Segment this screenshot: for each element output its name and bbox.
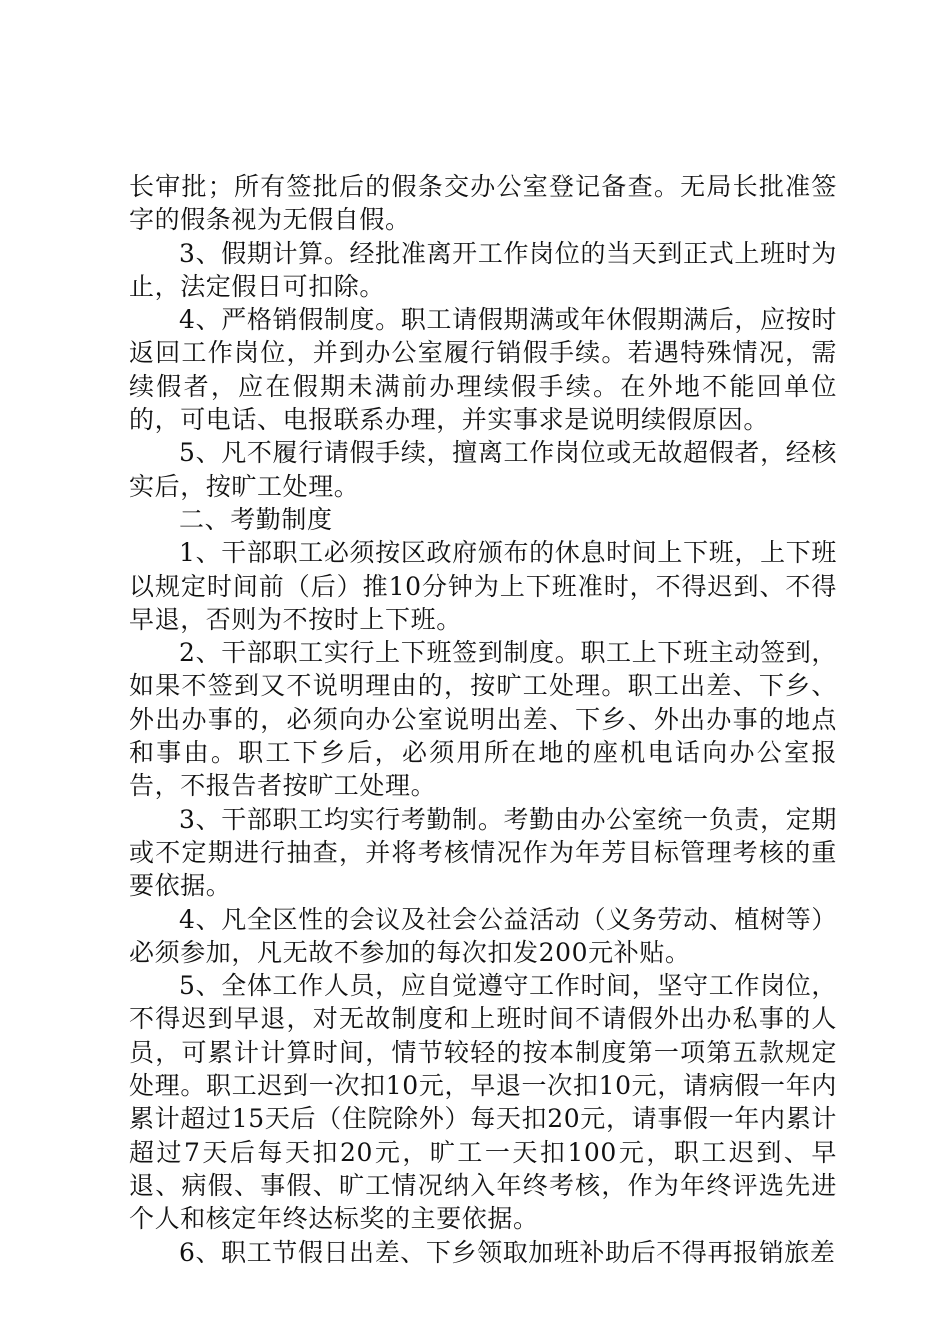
paragraph-leave-cancellation: 4、严格销假制度。职工请假期满或年休假期满后，应按时返回工作岗位，并到办公室履行销假手续。若遇特殊情况，需续假者，应在假期未满前办理续假手续。在外地不能回单位的，可电话、电报联系办理，并实事求是说明续假原因。 [129,305,837,435]
paragraph-work-hours: 1、干部职工必须按区政府颁布的休息时间上下班，上下班以规定时间前（后）推10分钟为上下班准时，不得迟到、不得早退，否则为不按时上下班。 [129,538,837,634]
paragraph-holiday-allowance: 6、职工节假日出差、下乡领取加班补助后不得再报销旅差 [179,1237,836,1267]
paragraph-continuation: 长审批；所有签批后的假条交办公室登记备查。无局长批准签字的假条视为无假自假。 [129,172,837,235]
document-body [129,170,837,1269]
section-heading-attendance: 二、考勤制度 [179,504,333,534]
paragraph-attendance-check: 3、干部职工均实行考勤制。考勤由办公室统一负责，定期或不定期进行抽查，并将考核情况作为年芳目标管理考核的重要依据。 [129,804,837,901]
paragraph-penalties: 5、全体工作人员，应自觉遵守工作时间，坚守工作岗位，不得迟到早退，对无故制度和上班时间不请假外出办私事的人员，可累计计算时间，情节较轻的按本制度第一项第五款规定处理。职工迟到一次扣10元，早退一次扣10元，请病假一年内累计超过15天后（住院除外）每天扣20元，请事假一年内累计超过7天后每天扣20元，旷工一天扣100元，职工迟到、早退、病假、事假、旷工情况纳入年终考核，作为年终评选先进个人和核定年终达标奖的主要依据。 [129,971,837,1234]
paragraph-public-activities: 4、凡全区性的会议及社会公益活动（义务劳动、植树等）必须参加，凡无故不参加的每次扣发200元补贴。 [129,904,837,967]
paragraph-absenteeism: 5、凡不履行请假手续，擅离工作岗位或无故超假者，经核实后，按旷工处理。 [129,438,837,501]
paragraph-leave-calculation: 3、假期计算。经批准离开工作岗位的当天到正式上班时为止，法定假日可扣除。 [129,238,837,301]
paragraph-sign-in: 2、干部职工实行上下班签到制度。职工上下班主动签到，如果不签到又不说明理由的，按旷工处理。职工出差、下乡、外出办事的，必须向办公室说明出差、下乡、外出办事的地点和事由。职工下乡后，必须用所在地的座机电话向办公室报告，不报告者按旷工处理。 [129,638,837,801]
